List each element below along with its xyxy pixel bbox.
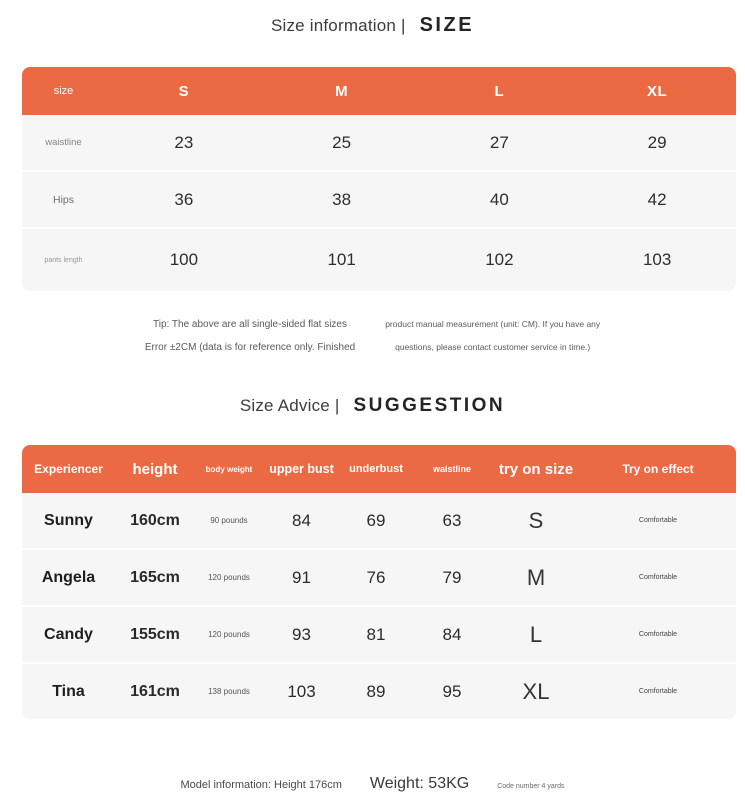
size-value: 36 — [174, 189, 194, 209]
try-on-size-value: XL — [522, 678, 550, 704]
try-on-effect-value: Comfortable — [638, 517, 678, 524]
experiencer-height: 160cm — [130, 511, 180, 529]
experiencer-height: 165cm — [130, 568, 180, 586]
model-info-footer — [0, 775, 745, 793]
tip-right-column — [385, 313, 600, 359]
experiencer-weight: 138 pounds — [208, 687, 250, 696]
size-col-l: L — [494, 82, 505, 100]
waistline-value: 84 — [442, 624, 462, 644]
size-value: 38 — [332, 189, 352, 209]
tip-line: product manual measurement (unit: CM). If you have any — [385, 319, 601, 329]
size-row-pants-length — [22, 229, 736, 291]
waistline-value: 63 — [442, 510, 462, 530]
experiencer-name: Tina — [52, 682, 85, 700]
size-value: 25 — [332, 132, 352, 152]
size-value: 103 — [642, 250, 672, 269]
size-col-xl: XL — [647, 82, 668, 100]
experiencer-weight: 90 pounds — [210, 516, 248, 525]
row-label: pants length — [44, 256, 83, 264]
underbust-value: 81 — [366, 624, 386, 644]
advice-col-underbust: underbust — [349, 463, 403, 475]
advice-col-upper-bust: upper bust — [269, 462, 334, 476]
advice-title-prefix: Size Advice | — [239, 396, 340, 415]
advice-col-try-on-size: try on size — [498, 460, 574, 478]
row-label: Hips — [52, 193, 74, 206]
tip-line: questions, please contact customer service in time.) — [395, 342, 591, 352]
experiencer-height: 155cm — [130, 625, 180, 643]
tip-left-column — [145, 313, 355, 359]
advice-table-header — [22, 445, 736, 493]
size-value: 101 — [327, 250, 356, 269]
size-section-title — [0, 0, 745, 37]
size-value: 23 — [174, 132, 194, 152]
waistline-value: 95 — [442, 681, 462, 701]
underbust-value: 76 — [366, 567, 386, 587]
size-tip-note — [0, 313, 745, 359]
upper-bust-value: 93 — [292, 624, 311, 644]
size-row-hips — [22, 172, 736, 227]
advice-row-candy — [22, 607, 736, 662]
advice-title-main: SUGGESTION — [353, 395, 506, 416]
advice-row-sunny — [22, 493, 736, 548]
try-on-size-value: S — [528, 507, 544, 533]
try-on-size-value: L — [529, 621, 543, 647]
size-value: 42 — [647, 189, 667, 209]
row-label: waistline — [45, 137, 82, 148]
try-on-effect-value: Comfortable — [638, 631, 678, 638]
experiencer-name: Angela — [41, 568, 96, 586]
advice-table — [22, 445, 736, 719]
size-value: 102 — [485, 250, 514, 269]
try-on-size-value: M — [526, 564, 546, 590]
upper-bust-value: 91 — [292, 567, 311, 587]
size-value: 29 — [647, 132, 667, 152]
experiencer-height: 161cm — [130, 682, 180, 700]
underbust-value: 69 — [366, 510, 386, 530]
size-table — [22, 67, 736, 291]
advice-row-tina — [22, 664, 736, 719]
size-value: 40 — [489, 189, 509, 209]
model-info-text: Model information: Height 176cm — [180, 779, 342, 791]
size-corner-label: size — [53, 85, 74, 97]
tip-line: Tip: The above are all single-sided flat sizes — [153, 319, 347, 330]
advice-col-height: height — [132, 460, 178, 478]
advice-col-try-on-effect: Try on effect — [622, 462, 694, 476]
try-on-effect-value: Comfortable — [638, 688, 678, 695]
experiencer-name: Sunny — [44, 511, 93, 529]
size-col-m: M — [335, 82, 349, 100]
advice-section-title — [0, 395, 745, 417]
try-on-effect-value: Comfortable — [638, 574, 678, 581]
waistline-value: 79 — [442, 567, 462, 587]
advice-col-waistline: waistline — [432, 464, 471, 474]
size-title-main: SIZE — [419, 14, 475, 36]
size-table-header — [22, 67, 736, 115]
size-value: 27 — [489, 132, 509, 152]
code-number-text: Code number 4 yards — [497, 783, 565, 790]
size-title-prefix: Size information | — [270, 16, 406, 35]
underbust-value: 89 — [366, 681, 386, 701]
tip-line: Error ±2CM (data is for reference only. Finished — [144, 342, 356, 353]
size-col-s: S — [178, 82, 190, 100]
experiencer-name: Candy — [44, 625, 93, 643]
upper-bust-value: 103 — [287, 681, 316, 701]
advice-col-body-weight: body weight — [205, 464, 253, 474]
experiencer-weight: 120 pounds — [208, 630, 250, 639]
experiencer-weight: 120 pounds — [208, 573, 250, 582]
model-weight-text: Weight: 53KG — [369, 775, 470, 792]
upper-bust-value: 84 — [292, 510, 311, 530]
advice-row-angela — [22, 550, 736, 605]
advice-col-experiencer: Experiencer — [34, 462, 103, 476]
size-value: 100 — [169, 250, 199, 269]
size-row-waistline — [22, 115, 736, 170]
